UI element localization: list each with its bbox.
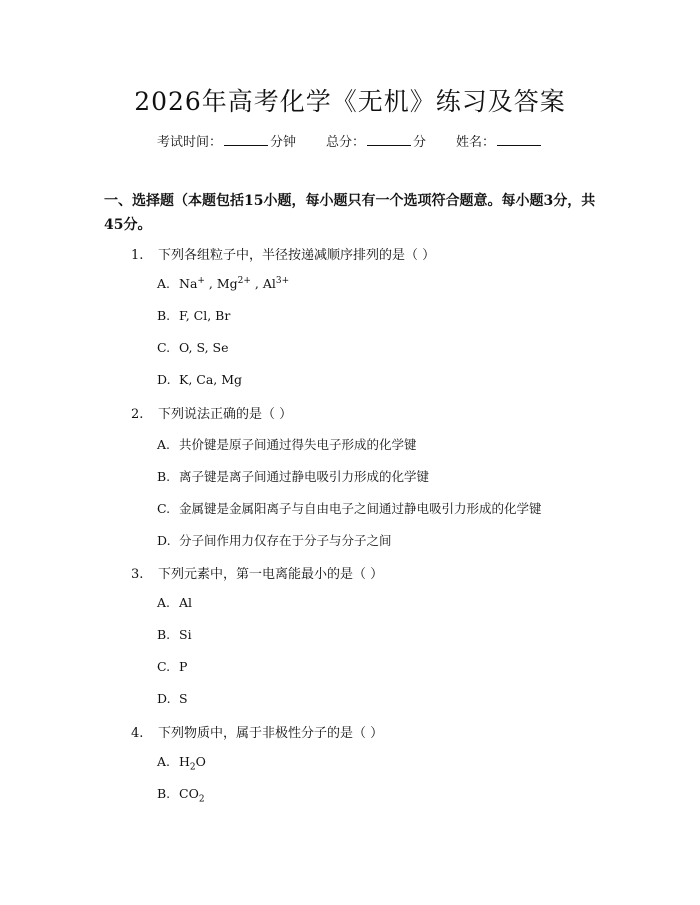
question-4-option-a (157, 754, 206, 773)
question-text: 下列各组粒子中，半径按递减顺序排列的是（ ） (158, 248, 436, 263)
total-score-field (326, 131, 426, 150)
option-text: Si (179, 627, 192, 642)
option-text: 离子键是离子间通过静电吸引力形成的化学键 (179, 469, 430, 484)
option-letter: A. (157, 437, 171, 452)
formula-na: Na (179, 276, 198, 292)
option-letter: A. (157, 754, 171, 769)
charge-na: + (197, 276, 205, 286)
question-1-option-d (157, 372, 242, 387)
formula-o: O (195, 754, 206, 769)
charge-al: 3+ (275, 276, 290, 286)
option-letter: B. (157, 786, 171, 801)
option-letter: C. (157, 340, 171, 355)
question-text: 下列说法正确的是（ ） (158, 407, 293, 422)
option-letter: D. (157, 691, 171, 706)
formula-co: CO (179, 786, 199, 801)
exam-time-blank[interactable] (224, 133, 268, 146)
option-text: 分子间作用力仅存在于分子与分子之间 (179, 533, 392, 548)
question-2-option-c (157, 499, 542, 517)
question-1 (131, 244, 435, 263)
formula-h: H (179, 754, 190, 769)
question-3-option-b (157, 627, 192, 642)
charge-mg: 2+ (237, 276, 251, 286)
question-number: 2. (131, 407, 144, 422)
question-1-option-a (157, 276, 289, 291)
question-number: 3. (131, 567, 144, 582)
page-title: 2026年高考化学《无机》练习及答案 (134, 87, 566, 116)
separator: , (204, 276, 217, 292)
name-blank[interactable] (497, 133, 541, 146)
separator: , (250, 276, 263, 292)
option-text: F, Cl, Br (179, 308, 231, 323)
subscript: 2 (189, 762, 196, 773)
question-number: 4. (131, 726, 144, 741)
option-letter: D. (157, 372, 171, 387)
subscript: 2 (198, 794, 205, 805)
question-4-option-b (157, 786, 205, 805)
question-2-option-a (157, 435, 417, 453)
option-letter: A. (157, 595, 171, 610)
formula-mg: Mg (216, 276, 238, 292)
option-text: 金属键是金属阳离子与自由电子之间通过静电吸引力形成的化学键 (179, 501, 542, 516)
total-score-unit: 分 (413, 135, 427, 150)
option-letter: C. (157, 659, 171, 674)
question-1-option-b (157, 308, 230, 323)
option-text: P (179, 659, 188, 674)
question-3-option-d (157, 691, 188, 706)
total-score-label: 总分： (325, 135, 365, 150)
question-2-option-b (157, 467, 429, 485)
exam-time-field (157, 131, 296, 150)
question-2 (131, 403, 292, 422)
question-4 (131, 722, 383, 741)
total-score-blank[interactable] (367, 133, 411, 146)
exam-time-label: 考试时间： (156, 135, 222, 150)
question-1-option-c (157, 340, 229, 355)
question-3-option-c (157, 659, 187, 674)
question-3 (131, 563, 383, 582)
option-letter: B. (157, 308, 171, 323)
option-letter: A. (157, 276, 171, 292)
option-text: S (179, 691, 188, 706)
exam-info-line (0, 131, 700, 150)
option-text: 共价键是原子间通过得失电子形成的化学键 (179, 437, 417, 452)
option-text: O, S, Se (179, 340, 229, 355)
option-letter: D. (157, 533, 171, 548)
name-label: 姓名： (456, 135, 496, 150)
question-2-option-d (157, 531, 392, 549)
option-letter: B. (157, 469, 171, 484)
question-text: 下列物质中，属于非极性分子的是（ ） (158, 726, 384, 741)
section-heading: 一、选择题（本题包括15小题，每小题只有一个选项符合题意。每小题3分，共45分。 (104, 193, 596, 233)
option-letter: C. (157, 501, 171, 516)
option-text: K, Ca, Mg (179, 372, 243, 387)
name-field (456, 131, 543, 150)
question-text: 下列元素中，第一电离能最小的是（ ） (158, 567, 384, 582)
question-number: 1. (131, 248, 144, 263)
formula-al: Al (262, 276, 276, 292)
option-text: Al (179, 595, 193, 610)
question-3-option-a (157, 595, 192, 610)
option-letter: B. (157, 627, 171, 642)
exam-time-unit: 分钟 (269, 135, 296, 150)
